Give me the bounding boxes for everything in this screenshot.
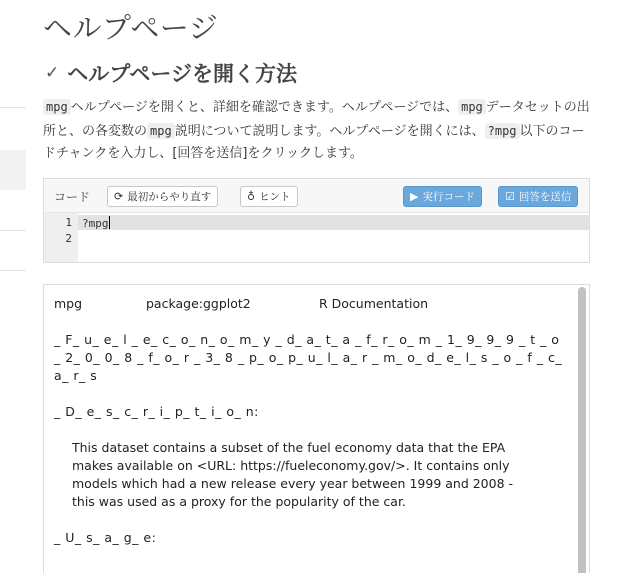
run-code-button[interactable] (403, 186, 482, 207)
page-title: ヘルプページ (43, 11, 219, 45)
code-exercise (43, 178, 590, 263)
vertical-scrollbar[interactable] (578, 287, 586, 573)
code-label: コード (54, 190, 91, 204)
description-text: 説明について説明します。ヘルプページを開くには、 (174, 123, 485, 139)
text-cursor (109, 216, 110, 229)
code-content: ?mpg (82, 217, 109, 230)
line-number: 1 (65, 216, 72, 229)
inline-code: mpg (43, 99, 71, 115)
help-output-content (54, 295, 569, 547)
section-title[interactable] (45, 58, 297, 88)
hint-label: ヒント (259, 191, 291, 203)
submit-answer-button[interactable] (498, 186, 578, 207)
active-line-highlight (44, 215, 589, 230)
description-body: This dataset contains a subset of the fuel economy data that the EPA makes available on <URL: https://fueleconomy.gov/>. It contains only models which had a new release every year between 1999 and 2008 - this was used as a proxy for the popularity of the car. (72, 440, 514, 509)
help-title: _ F_ u_ e_ l _ e_ c_ o_ n_ o_ m_ y _ d_ a_ t_ a _ f_ r_ o_ m _ 1_ 9_ 9_ 9 _ t _ o _ 2_ 0_ 0_ 8 _ f_ o_ r _ 3_ 8 _ p_ o_ p_ u_ l_ a_ r _ m_ o_ d_ e_ l_ s _ o _ f _ c_ a_ r_ s (54, 332, 563, 383)
refresh-icon: ⟳ (114, 190, 124, 203)
lightbulb-icon: ♁ (247, 190, 256, 203)
inline-code: ?mpg (485, 123, 520, 139)
description-text: 以下のコードチャンクを入力し、[回答を送信]をクリックします。 (43, 123, 585, 161)
hint-button[interactable] (240, 186, 298, 207)
submit-answer-label: 回答を送信 (518, 191, 572, 203)
line-number: 2 (65, 232, 72, 245)
rail-divider (0, 270, 26, 271)
start-over-button[interactable] (107, 186, 218, 207)
checkbox-icon: ☑ (505, 190, 515, 203)
help-output-panel[interactable] (43, 284, 590, 573)
rail-divider (0, 107, 26, 108)
start-over-label: 最初からやり直す (127, 191, 212, 203)
description-heading: _ D_ e_ s_ c_ r_ i_ p_ t_ i_ o_ n: (54, 404, 259, 419)
code-line[interactable] (82, 216, 110, 230)
play-icon: ▶ (410, 190, 419, 203)
description (43, 96, 593, 166)
code-editor[interactable] (44, 213, 589, 262)
left-rail (0, 0, 26, 573)
help-package: package:ggplot2 (146, 296, 251, 311)
usage-heading: _ U_ s_ a_ g_ e: (54, 530, 157, 545)
rail-active-block (0, 150, 26, 190)
section-title-text: ヘルプページを開く方法 (67, 62, 297, 86)
line-number-gutter (44, 213, 78, 262)
check-icon: ✓ (45, 63, 60, 83)
description-text: データセットの出所と、の各変数の (43, 100, 590, 139)
run-code-label: 実行コード (422, 191, 475, 203)
description-text: ヘルプページを開くと、詳細を確認できます。ヘルプページでは、 (70, 100, 459, 115)
exercise-toolbar (44, 179, 589, 213)
rail-divider (0, 230, 26, 231)
help-topic: mpg (54, 296, 83, 311)
help-doc-label: R Documentation (319, 296, 429, 311)
inline-code: mpg (147, 123, 175, 139)
inline-code: mpg (458, 99, 486, 115)
help-header (54, 295, 569, 313)
